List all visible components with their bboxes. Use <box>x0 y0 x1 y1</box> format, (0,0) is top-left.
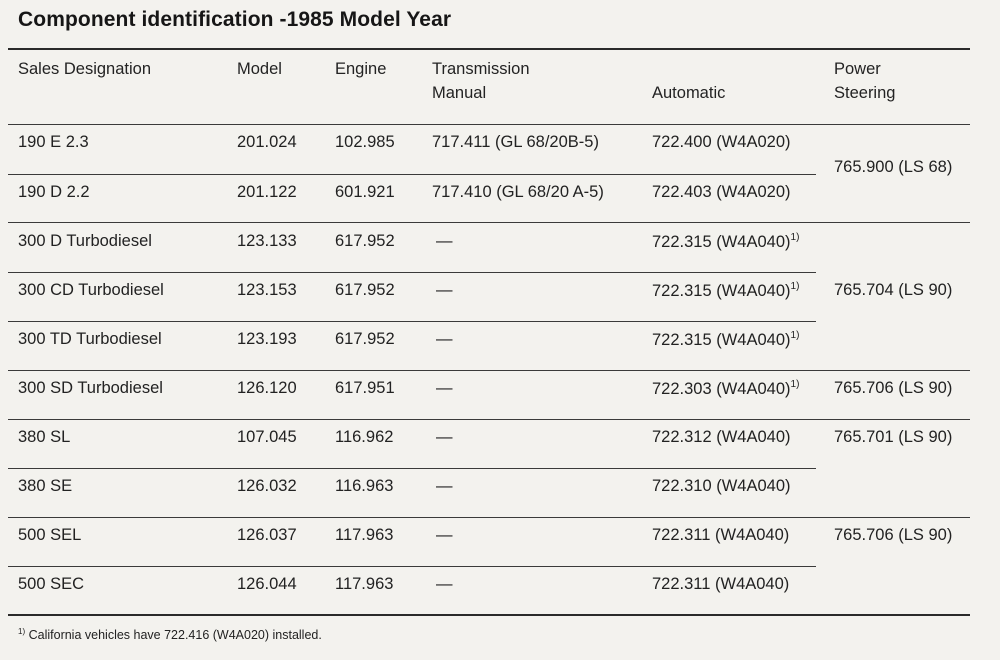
footnote-ref: 1) <box>790 379 800 390</box>
header-manual: Manual <box>432 84 487 102</box>
header-power: Power <box>834 60 881 78</box>
row-rule <box>8 321 816 322</box>
cell-automatic: 722.315 $(W4A040)^{1)}$ <box>652 232 800 251</box>
header-engine: Engine <box>335 60 387 78</box>
cell-model: 123.153 <box>237 281 297 299</box>
cell-model: 107.045 <box>237 428 297 446</box>
cell-sales: 500 SEC <box>18 575 85 593</box>
cell-model: 126.044 <box>237 575 297 593</box>
cell-manual: — <box>436 428 453 446</box>
cell-steering: 765.701 (LS 90) <box>834 428 953 446</box>
cell-steering: 765.704 (LS 90) <box>834 281 953 299</box>
cell-engine: 116.963 <box>335 477 394 495</box>
header-sales-designation: Sales Designation <box>18 60 151 78</box>
cell-model: 123.133 <box>237 232 297 250</box>
table-bottom-rule <box>8 614 970 616</box>
footnote-ref: 1) <box>790 330 800 341</box>
cell-sales: 380 SE <box>18 477 73 495</box>
header-steering: Steering <box>834 84 896 102</box>
cell-sales: 300 CD Turbodiesel <box>18 281 164 299</box>
cell-automatic: 722.311 (W4A040) <box>652 575 790 593</box>
cell-engine: 617.952 <box>335 281 395 299</box>
row-rule <box>8 566 816 567</box>
cell-steering: 765.706 (LS 90) <box>834 379 953 397</box>
cell-model: 123.193 <box>237 330 297 348</box>
footnote-ref: 1) <box>790 232 800 243</box>
cell-manual: — <box>436 330 453 348</box>
cell-steering: 765.706 (LS 90) <box>834 526 953 544</box>
cell-engine: 617.952 <box>335 232 395 250</box>
cell-automatic: 722.315 $(W4A040)^{1)}$ <box>652 281 800 300</box>
cell-engine: 617.951 <box>335 379 395 397</box>
cell-engine: 617.952 <box>335 330 395 348</box>
cell-manual: — <box>436 379 453 397</box>
cell-engine: 117.963 <box>335 575 394 593</box>
footnote-mark: 1) <box>18 627 26 636</box>
cell-engine: 116.962 <box>335 428 394 446</box>
row-rule <box>8 419 970 420</box>
page-title: Component identification -1985 Model Year <box>18 8 452 31</box>
cell-automatic: 722.310 (W4A040) <box>652 477 791 495</box>
cell-sales: 300 TD Turbodiesel <box>18 330 162 348</box>
header-bottom-rule <box>8 124 970 125</box>
cell-automatic: 722.315 $(W4A040)^{1)}$ <box>652 330 800 349</box>
footnote-text: California vehicles have 722.416 (W4A020) installed. <box>28 628 322 642</box>
cell-manual: 717.410 (GL 68/20 A-5) <box>432 183 604 201</box>
cell-sales: 500 SEL <box>18 526 82 544</box>
row-rule <box>8 174 816 175</box>
cell-automatic: 722.403 (W4A020) <box>652 183 791 201</box>
cell-engine: 601.921 <box>335 183 395 201</box>
row-rule <box>8 370 970 371</box>
cell-model: 201.024 <box>237 133 297 151</box>
cell-manual: — <box>436 526 453 544</box>
cell-automatic: 722.312 (W4A040) <box>652 428 791 446</box>
cell-sales: 190 E 2.3 <box>18 133 89 151</box>
cell-manual: — <box>436 477 453 495</box>
cell-sales: 300 D Turbodiesel <box>18 232 152 250</box>
cell-model: 126.037 <box>237 526 297 544</box>
cell-sales: 300 SD Turbodiesel <box>18 379 163 397</box>
row-rule <box>8 517 970 518</box>
cell-automatic: 722.303 $(W4A040)^{1)}$ <box>652 379 800 398</box>
cell-model: 126.032 <box>237 477 297 495</box>
cell-engine: 102.985 <box>335 133 395 151</box>
cell-engine: 117.963 <box>335 526 394 544</box>
footnote-ref: 1) <box>790 281 800 292</box>
header-top-rule <box>8 48 970 50</box>
cell-sales: 380 SL <box>18 428 71 446</box>
cell-sales: 190 D 2.2 <box>18 183 90 201</box>
row-rule <box>8 272 816 273</box>
header-model: Model <box>237 60 282 78</box>
header-transmission: Transmission <box>432 60 530 78</box>
cell-model: 126.120 <box>237 379 297 397</box>
cell-automatic: 722.400 (W4A020) <box>652 133 791 151</box>
footnote <box>18 627 322 642</box>
row-rule <box>8 222 970 223</box>
header-automatic: Automatic <box>652 84 726 102</box>
cell-automatic: 722.311 (W4A040) <box>652 526 790 544</box>
cell-steering-shared: 765.900 (LS 68) <box>834 158 953 176</box>
cell-manual: 717.411 (GL 68/20B-5) <box>432 133 599 151</box>
cell-manual: — <box>436 232 453 250</box>
row-rule <box>8 468 816 469</box>
cell-model: 201.122 <box>237 183 297 201</box>
cell-manual: — <box>436 575 453 593</box>
cell-manual: — <box>436 281 453 299</box>
